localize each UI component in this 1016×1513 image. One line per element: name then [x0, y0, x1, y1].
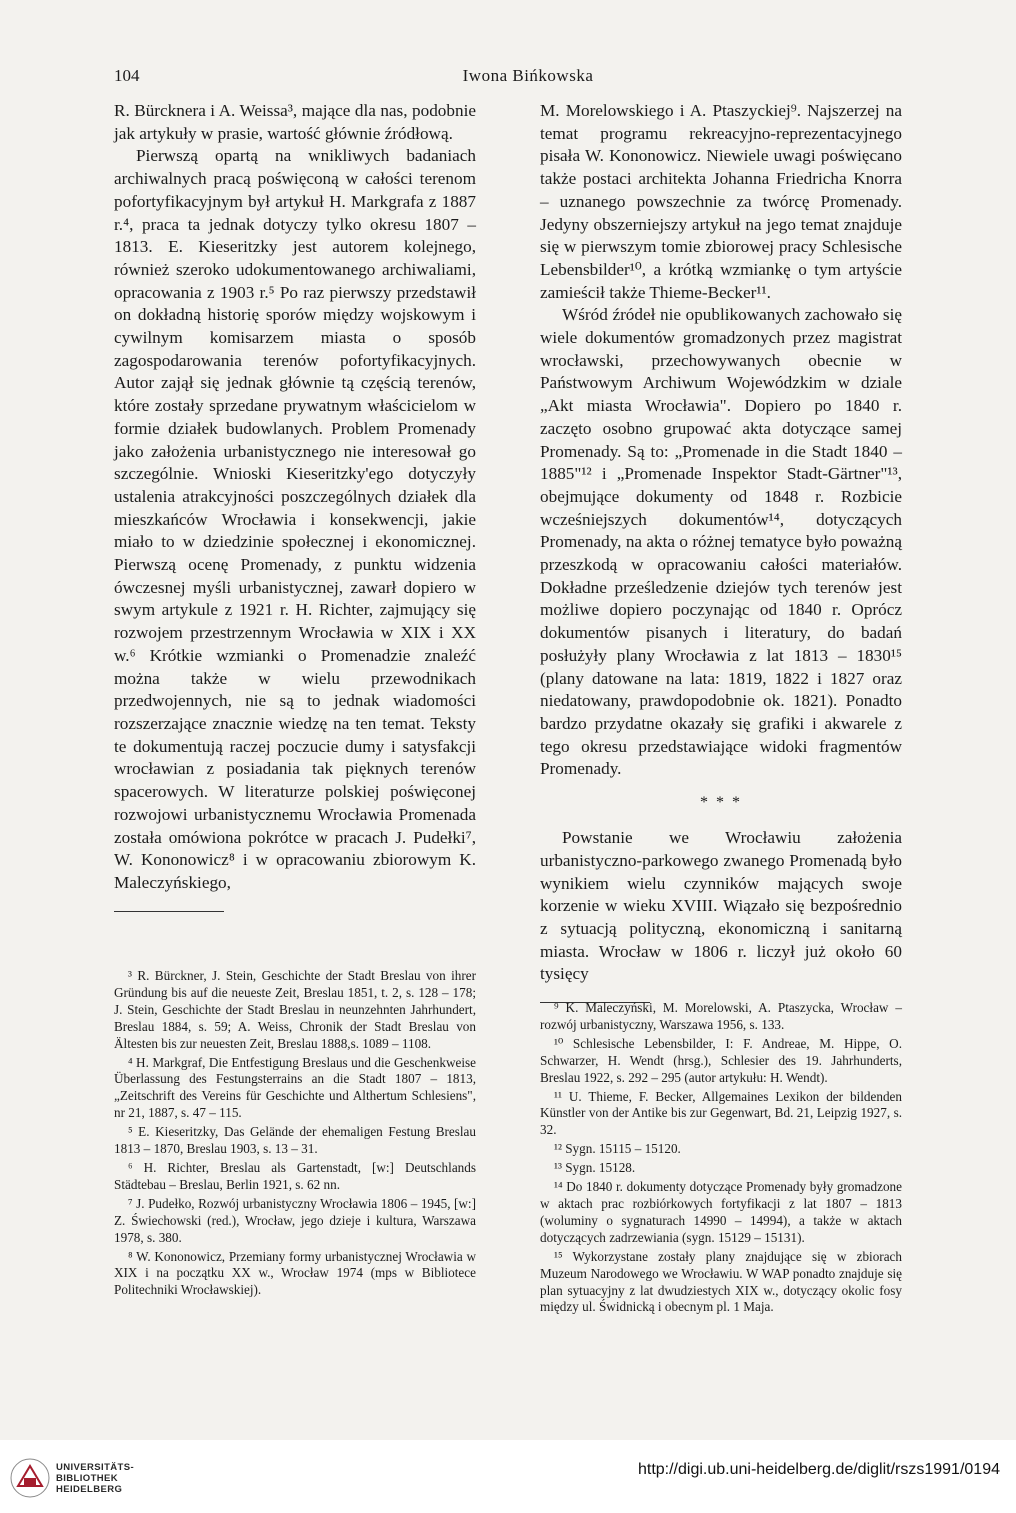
- library-name-line3: HEIDELBERG: [56, 1484, 123, 1495]
- footnote: ¹³ Sygn. 15128.: [554, 1160, 636, 1176]
- footnote: ³ R. Bürckner, J. Stein, Geschichte der Stadt Breslau von ihrer Gründung bis auf die neueste Zeit, Breslau 1851, t. 2, s. 128 – 178; J. Stein, Geschichte der Stadt Breslau in neunzehnten Jahrhundert, Breslau 1884, s. 59; A. Weiss, Chronik der Stadt Breslau von Ältesten bis zur neuesten Zeit, Breslau 1888,s. 1089 – 1108.: [114, 968, 476, 1051]
- footnote: ⁷ J. Pudełko, Rozwój urbanistyczny Wrocławia 1806 – 1945, [w:] Z. Świechowski (red.), Wrocław, jego dzieje i kultura, Warszawa 1978, s. 380.: [114, 1195, 476, 1245]
- left-column: [114, 100, 476, 912]
- author-name: Iwona Bińkowska: [462, 66, 594, 85]
- library-name: [56, 1462, 134, 1495]
- left-body-text: [114, 100, 476, 895]
- paragraph: R. Bürcknera i A. Weissa³, mające dla nas, podobnie jak artykuły w prasie, wartość głównie źródłową.: [114, 101, 476, 143]
- paragraph: M. Morelowskiego i A. Ptaszyckiej⁹. Najszerzej na temat programu rekreacyjno-reprezentacyjnego pisała W. Kononowicz. Niewiele uwagi poświęcano także postaci architekta Johanna Friedricha Knorra – uznanego powszechnie za twórcę Promenady. Jedyny obszerniejszy artykuł na jego temat znajduje się w pierwszym tomie zbiorowej pracy Schlesische Lebensbilder¹⁰, a krótką wzmiankę o tym artyście zamieścił także Thieme-Becker¹¹.: [540, 101, 902, 302]
- footnote: ¹⁵ Wykorzystane zostały plany znajdujące się w zbiorach Muzeum Narodowego we Wrocławiu. W WAP ponadto znajduje się plan sytuacyjny z lat dwudziestych XIX w., dotyczący okolic fosy między ul. Świdnicką i obecnym pl. 1 Maja.: [540, 1248, 902, 1315]
- footnote-rule-left: [114, 911, 224, 912]
- library-footer: [0, 1440, 1016, 1513]
- source-url[interactable]: http://digi.ub.uni-heidelberg.de/diglit/rszs1991/0194: [637, 1461, 1000, 1478]
- left-footnotes: [114, 968, 476, 1301]
- university-library-logo-icon: [10, 1458, 50, 1498]
- footnote: ¹¹ U. Thieme, F. Becker, Allgemaines Lexikon der bildenden Künstler von der Antike bis zur Gegenwart, Bd. 21, Leipzig 1927, s. 32.: [540, 1088, 902, 1138]
- footnote: ¹⁴ Do 1840 r. dokumenty dotyczące Promenady były gromadzone w aktach prac rozbiórkowych fortyfikacji z lat 1807 – 1813 (woluminy o sygnaturach 14990 – 14994), a także w aktach dotyczących zadrzewiania (sygn. 15129 – 15131).: [540, 1179, 902, 1245]
- running-header: [114, 66, 942, 92]
- paragraph: Powstanie we Wrocławiu założenia urbanistyczno-parkowego zwanego Promenadą było wynikiem wielu czynników mających swoje korzenie w wieku XVIII. Wiązało się bezpośrednio z sytuacją polityczną, ekonomiczną i sanitarną miasta. Wrocław w 1806 r. liczył już około 60 tysięcy: [540, 828, 902, 984]
- page-number: 104: [114, 66, 140, 85]
- footnote: ¹² Sygn. 15115 – 15120.: [554, 1141, 681, 1157]
- footnote: ⁵ E. Kieseritzky, Das Gelände der ehemaligen Festung Breslau 1813 – 1870, Breslau 1903, s. 13 – 31.: [114, 1124, 476, 1157]
- footnote: ⁹ K. Maleczyński, M. Morelowski, A. Ptaszycka, Wrocław – rozwój urbanistyczny, Warszawa 1956, s. 133.: [540, 1000, 902, 1032]
- footnote: ⁸ W. Kononowicz, Przemiany formy urbanistycznej Wrocławia w XIX i na początku XX w., Wrocław 1974 (mps w Bibliotece Politechniki Wrocławskiej).: [114, 1248, 476, 1298]
- right-body-text: [540, 100, 902, 781]
- paragraph: Pierwszą opartą na wnikliwych badaniach archiwalnych pracą poświęconą w całości terenom pofortyfikacyjnym był artykuł H. Markgrafa z 1887 r.⁴, praca ta jednak dotyczy tylko okresu 1807 – 1813. E. Kieseritzky jest autorem kolejnego, również szeroko udokumentowanego archiwaliami, opracowania z 1903 r.⁵ Po raz pierwszy przedstawił on dokładną historię sporów między wojskowym i cywilnym komisarzem miasta o sposób zagospodarowania terenów pofortyfikacyjnych. Autor zajął się jednak głównie tą częścią terenów, które zostały sprzedane prywatnym właścicielom w formie działek budowlanych. Problem Promenady jako założenia urbanistycznego nie interesował go szczególnie. Wnioski Kieseritzky'ego dotyczyły ustalenia atrakcyjności poszczególnych działek dla mieszkańców Wrocławia i konsekwencji, jakie miało to w dziedzinie społecznej i ekonomicznej. Pierwszą ocenę Promenady, z punktu widzenia ówczesnej myśli urbanistycznej, zawarł dopiero w swym artykule z 1921 r. H. Richter, zajmujący się rozwojem przestrzennym Wrocławia w XIX i XX w.⁶ Krótkie wzmianki o Promenadzie znaleźć można także w wielu przewodnikach przedwojennych, nie są to jednak wiadomości rozszerzające znacznie wiedzę na ten temat. Teksty te dokumentują raczej poczucie dumy i satysfakcji wrocławian z posiadania tak pięknych terenów spacerowych. W literaturze polskiej poświęconej rozwojowi urbanistycznemu Wrocławia Promenada została omówiona pokrótce w pracach J. Pudełki⁷, W. Kononowicz⁸ i w opracowaniu zbiorowym K. Maleczyńskiego,: [114, 146, 476, 892]
- right-body-text-continued: [540, 827, 902, 986]
- right-column: [540, 100, 902, 1003]
- library-name-line2: BIBLIOTHEK: [56, 1473, 119, 1484]
- footnote: ⁶ H. Richter, Breslau als Gartenstadt, [w:] Deutschlands Städtebau – Breslau, Berlin 1921, s. 62 nn.: [114, 1159, 476, 1192]
- footnote: ⁴ H. Markgraf, Die Entfestigung Breslaus und die Geschenkweise Überlassung des Festungsterrains an die Stadt 1807 – 1813, „Zeitschrift des Vereins für Geschichte und Althertum Schlesiens", nr 21, 1887, s. 47 – 115.: [114, 1054, 476, 1121]
- paragraph: Wśród źródeł nie opublikowanych zachowało się wiele dokumentów gromadzonych przez magistrat wrocławski, przechowywanych obecnie w Państwowym Archiwum Wojewódzkim w dziale „Akt miasta Wrocławia". Dopiero po 1840 r. zaczęto osobno grupować akta dotyczące samej Promenady. Są to: „Promenade in die Stadt 1840 – 1885"¹² i „Promenade Inspektor Stadt-Gärtner"¹³, obejmujące dokumenty od 1848 r. Rozbicie wcześniejszych dokumentów¹⁴, dotyczących Promenady, na akta o różnej tematyce było poważną przeszkodą w opracowaniu całości materiałów. Dokładne prześledzenie dziejów tych terenów jest możliwe dopiero poczynając od 1840 r. Oprócz dokumentów pisanych i literatury, do badań posłużyły plany Wrocławia z lat 1813 – 1830¹⁵ (plany datowane na lata: 1819, 1822 i 1827 oraz niedatowany, prawdopodobnie ok. 1821). Ponadto bardzo przydatne okazały się grafiki i akwarele z tego okresu przedstawiające widoki fragmentów Promenady.: [540, 305, 902, 779]
- right-footnotes: [540, 1000, 902, 1318]
- library-name-line1: UNIVERSITÄTS-: [56, 1462, 135, 1473]
- footnote: ¹⁰ Schlesische Lebensbilder, I: F. Andreae, M. Hippe, O. Schwarzer, H. Wendt (hrsg.), Schlesier des 19. Jahrhunderts, Breslau 1922, s. 292 – 295 (autor artykułu: H. Wendt).: [540, 1035, 902, 1085]
- section-separator: * * *: [700, 794, 742, 812]
